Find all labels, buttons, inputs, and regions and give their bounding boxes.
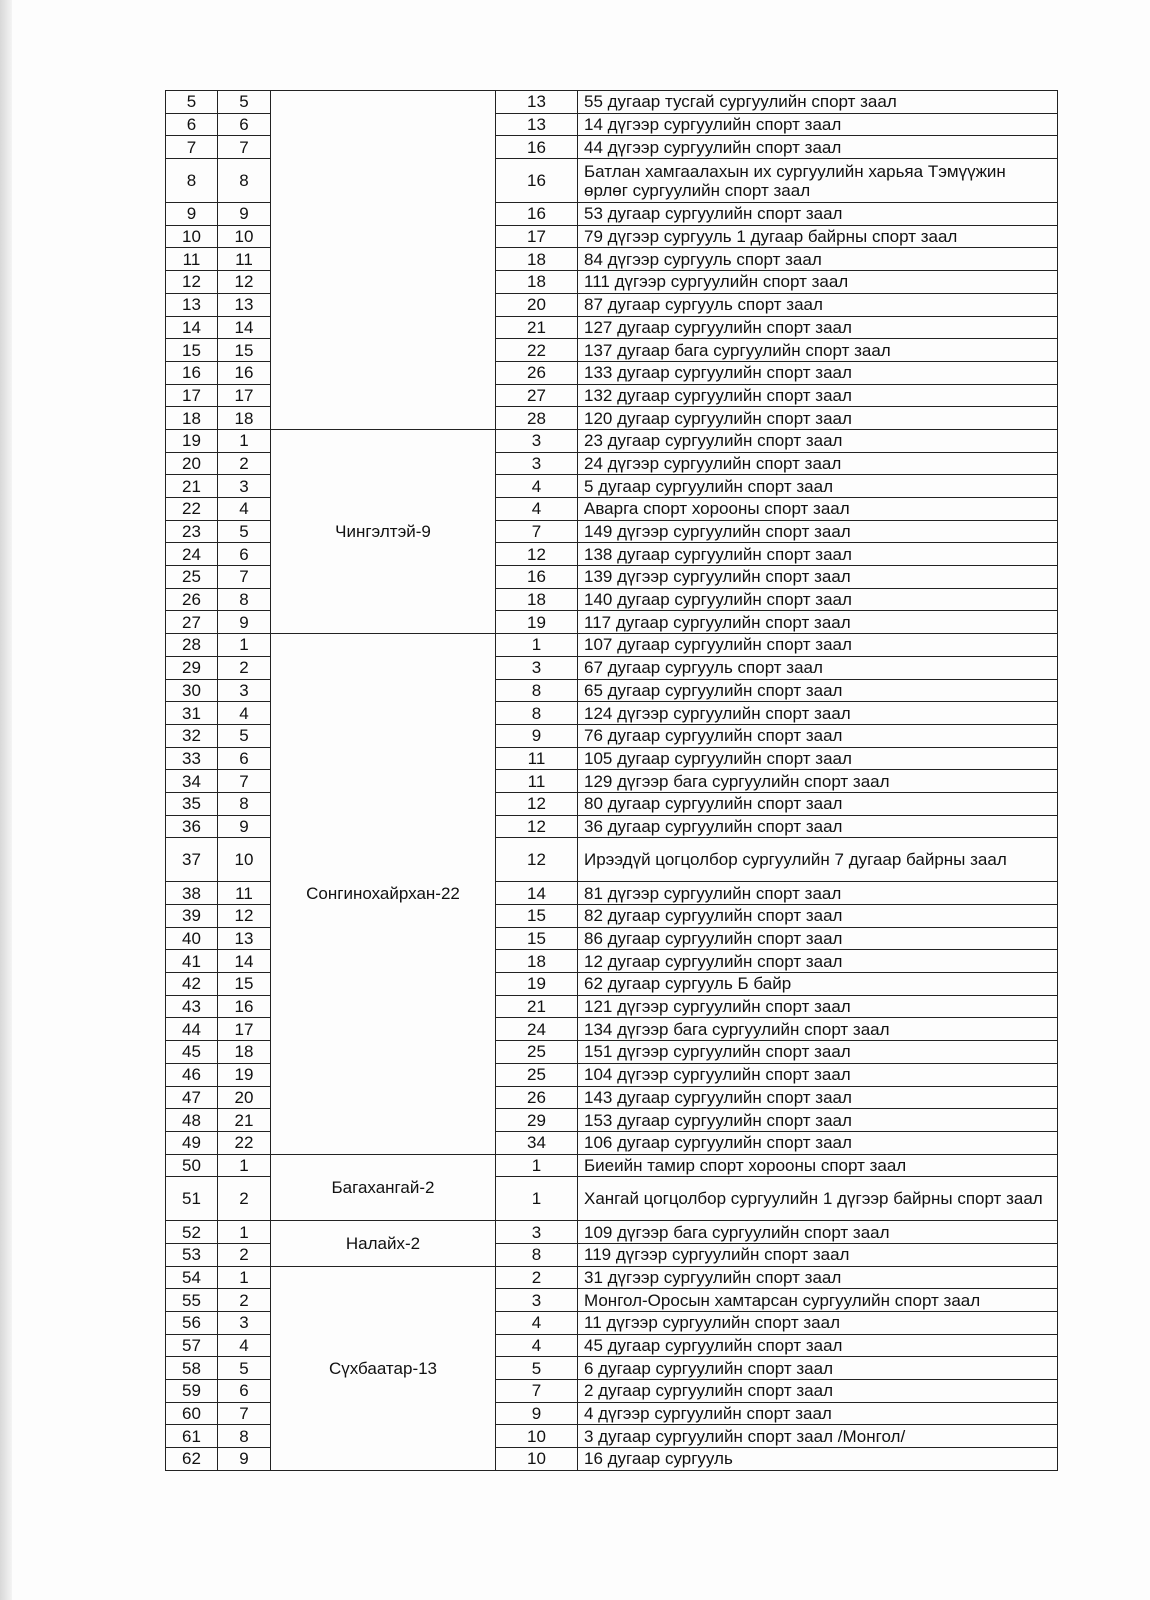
khoroo-number-cell: 12 <box>496 792 578 815</box>
district-row-number-cell: 1 <box>218 1154 271 1177</box>
row-number-cell: 5 <box>166 91 218 114</box>
district-row-number-cell: 8 <box>218 1425 271 1448</box>
khoroo-number-cell: 16 <box>496 566 578 589</box>
district-row-number-cell: 4 <box>218 1334 271 1357</box>
district-row-number-cell: 3 <box>218 475 271 498</box>
sports-hall-name-cell: 5 дугаар сургуулийн спорт заал <box>578 475 1058 498</box>
sports-hall-name-cell: 127 дугаар сургуулийн спорт заал <box>578 316 1058 339</box>
sports-hall-name-cell: 62 дугаар сургууль Б байр <box>578 973 1058 996</box>
district-row-number-cell: 8 <box>218 588 271 611</box>
row-number-cell: 14 <box>166 316 218 339</box>
khoroo-number-cell: 4 <box>496 1312 578 1335</box>
table-row <box>166 429 1058 452</box>
sports-hall-name-cell: 12 дугаар сургуулийн спорт заал <box>578 950 1058 973</box>
sports-hall-name-cell: 137 дугаар бага сургуулийн спорт заал <box>578 339 1058 362</box>
district-row-number-cell: 2 <box>218 656 271 679</box>
district-row-number-cell: 12 <box>218 271 271 294</box>
sports-hall-name-cell: 133 дугаар сургуулийн спорт заал <box>578 361 1058 384</box>
sports-hall-name-cell: 11 дүгээр сургуулийн спорт заал <box>578 1312 1058 1335</box>
district-row-number-cell: 7 <box>218 566 271 589</box>
district-row-number-cell: 9 <box>218 1448 271 1471</box>
sports-hall-name-cell: Аварга спорт хорооны спорт заал <box>578 498 1058 521</box>
row-number-cell: 58 <box>166 1357 218 1380</box>
district-row-number-cell: 9 <box>218 611 271 634</box>
district-row-number-cell: 18 <box>218 1041 271 1064</box>
table-row <box>166 91 1058 114</box>
khoroo-number-cell: 12 <box>496 815 578 838</box>
khoroo-number-cell: 11 <box>496 747 578 770</box>
khoroo-number-cell: 9 <box>496 724 578 747</box>
row-number-cell: 20 <box>166 452 218 475</box>
district-row-number-cell: 1 <box>218 1221 271 1244</box>
khoroo-number-cell: 15 <box>496 905 578 928</box>
khoroo-number-cell: 18 <box>496 271 578 294</box>
district-row-number-cell: 2 <box>218 1289 271 1312</box>
sports-hall-name-cell: Хангай цогцолбор сургуулийн 1 дүгээр байрны спорт заал <box>578 1177 1058 1221</box>
sports-hall-name-cell: 24 дүгээр сургуулийн спорт заал <box>578 452 1058 475</box>
sports-hall-name-cell: 139 дүгээр сургуулийн спорт заал <box>578 566 1058 589</box>
sports-hall-name-cell: 36 дугаар сургуулийн спорт заал <box>578 815 1058 838</box>
row-number-cell: 26 <box>166 588 218 611</box>
row-number-cell: 19 <box>166 429 218 452</box>
district-row-number-cell: 15 <box>218 339 271 362</box>
district-row-number-cell: 13 <box>218 293 271 316</box>
district-row-number-cell: 5 <box>218 724 271 747</box>
khoroo-number-cell: 19 <box>496 611 578 634</box>
sports-hall-name-cell: 105 дугаар сургуулийн спорт заал <box>578 747 1058 770</box>
district-row-number-cell: 1 <box>218 634 271 657</box>
district-row-number-cell: 7 <box>218 770 271 793</box>
page-edge-shadow <box>0 0 12 1600</box>
row-number-cell: 52 <box>166 1221 218 1244</box>
district-row-number-cell: 16 <box>218 995 271 1018</box>
table-row <box>166 1221 1058 1244</box>
district-name-cell: Сонгинохайрхан-22 <box>271 634 496 1154</box>
district-row-number-cell: 4 <box>218 498 271 521</box>
sports-hall-name-cell: Батлан хамгаалахын их сургуулийн харьяа Тэмүүжин өрлөг сургуулийн спорт заал <box>578 159 1058 203</box>
khoroo-number-cell: 17 <box>496 225 578 248</box>
district-row-number-cell: 6 <box>218 543 271 566</box>
khoroo-number-cell: 11 <box>496 770 578 793</box>
khoroo-number-cell: 16 <box>496 203 578 226</box>
row-number-cell: 50 <box>166 1154 218 1177</box>
khoroo-number-cell: 8 <box>496 679 578 702</box>
khoroo-number-cell: 4 <box>496 498 578 521</box>
khoroo-number-cell: 21 <box>496 995 578 1018</box>
sports-hall-name-cell: Монгол-Оросын хамтарсан сургуулийн спорт заал <box>578 1289 1058 1312</box>
khoroo-number-cell: 12 <box>496 838 578 882</box>
khoroo-number-cell: 12 <box>496 543 578 566</box>
sports-hall-name-cell: 120 дугаар сургуулийн спорт заал <box>578 407 1058 430</box>
sports-hall-name-cell: 81 дүгээр сургуулийн спорт заал <box>578 882 1058 905</box>
sports-hall-name-cell: 149 дүгээр сургуулийн спорт заал <box>578 520 1058 543</box>
district-row-number-cell: 12 <box>218 905 271 928</box>
row-number-cell: 36 <box>166 815 218 838</box>
district-row-number-cell: 7 <box>218 1402 271 1425</box>
sports-hall-name-cell: 44 дүгээр сургуулийн спорт заал <box>578 136 1058 159</box>
district-row-number-cell: 8 <box>218 792 271 815</box>
row-number-cell: 59 <box>166 1380 218 1403</box>
row-number-cell: 29 <box>166 656 218 679</box>
row-number-cell: 24 <box>166 543 218 566</box>
khoroo-number-cell: 24 <box>496 1018 578 1041</box>
row-number-cell: 44 <box>166 1018 218 1041</box>
district-row-number-cell: 1 <box>218 1266 271 1289</box>
row-number-cell: 42 <box>166 973 218 996</box>
district-row-number-cell: 19 <box>218 1063 271 1086</box>
district-row-number-cell: 4 <box>218 702 271 725</box>
sports-hall-name-cell: 16 дугаар сургууль <box>578 1448 1058 1471</box>
row-number-cell: 51 <box>166 1177 218 1221</box>
row-number-cell: 48 <box>166 1109 218 1132</box>
row-number-cell: 57 <box>166 1334 218 1357</box>
district-row-number-cell: 2 <box>218 1177 271 1221</box>
row-number-cell: 12 <box>166 271 218 294</box>
row-number-cell: 35 <box>166 792 218 815</box>
district-row-number-cell: 9 <box>218 815 271 838</box>
row-number-cell: 40 <box>166 927 218 950</box>
khoroo-number-cell: 3 <box>496 429 578 452</box>
district-row-number-cell: 1 <box>218 429 271 452</box>
sports-hall-name-cell: 31 дүгээр сургуулийн спорт заал <box>578 1266 1058 1289</box>
sports-hall-name-cell: 80 дугаар сургуулийн спорт заал <box>578 792 1058 815</box>
khoroo-number-cell: 10 <box>496 1448 578 1471</box>
district-row-number-cell: 20 <box>218 1086 271 1109</box>
row-number-cell: 21 <box>166 475 218 498</box>
district-row-number-cell: 7 <box>218 136 271 159</box>
sports-hall-name-cell: 3 дугаар сургуулийн спорт заал /Монгол/ <box>578 1425 1058 1448</box>
sports-hall-name-cell: 86 дугаар сургуулийн спорт заал <box>578 927 1058 950</box>
sports-hall-name-cell: 67 дугаар сургууль спорт заал <box>578 656 1058 679</box>
sports-hall-name-cell: Биеийн тамир спорт хорооны спорт заал <box>578 1154 1058 1177</box>
row-number-cell: 13 <box>166 293 218 316</box>
sports-hall-name-cell: 76 дугаар сургуулийн спорт заал <box>578 724 1058 747</box>
district-row-number-cell: 17 <box>218 384 271 407</box>
sports-hall-name-cell: 129 дүгээр бага сургуулийн спорт заал <box>578 770 1058 793</box>
sports-hall-name-cell: 121 дүгээр сургуулийн спорт заал <box>578 995 1058 1018</box>
sports-halls-table <box>165 90 1058 1471</box>
district-row-number-cell: 5 <box>218 520 271 543</box>
row-number-cell: 60 <box>166 1402 218 1425</box>
khoroo-number-cell: 20 <box>496 293 578 316</box>
row-number-cell: 41 <box>166 950 218 973</box>
sports-hall-name-cell: 151 дүгээр сургуулийн спорт заал <box>578 1041 1058 1064</box>
sports-hall-name-cell: 84 дүгээр сургууль спорт заал <box>578 248 1058 271</box>
khoroo-number-cell: 29 <box>496 1109 578 1132</box>
row-number-cell: 18 <box>166 407 218 430</box>
sports-hall-name-cell: 119 дүгээр сургуулийн спорт заал <box>578 1243 1058 1266</box>
table-row <box>166 634 1058 657</box>
khoroo-number-cell: 5 <box>496 1357 578 1380</box>
khoroo-number-cell: 27 <box>496 384 578 407</box>
khoroo-number-cell: 18 <box>496 588 578 611</box>
sports-hall-name-cell: 45 дугаар сургуулийн спорт заал <box>578 1334 1058 1357</box>
row-number-cell: 47 <box>166 1086 218 1109</box>
row-number-cell: 43 <box>166 995 218 1018</box>
khoroo-number-cell: 7 <box>496 520 578 543</box>
khoroo-number-cell: 3 <box>496 1221 578 1244</box>
row-number-cell: 56 <box>166 1312 218 1335</box>
row-number-cell: 37 <box>166 838 218 882</box>
khoroo-number-cell: 26 <box>496 361 578 384</box>
row-number-cell: 8 <box>166 159 218 203</box>
khoroo-number-cell: 4 <box>496 1334 578 1357</box>
row-number-cell: 45 <box>166 1041 218 1064</box>
sports-hall-name-cell: 153 дугаар сургуулийн спорт заал <box>578 1109 1058 1132</box>
district-row-number-cell: 13 <box>218 927 271 950</box>
row-number-cell: 23 <box>166 520 218 543</box>
row-number-cell: 62 <box>166 1448 218 1471</box>
khoroo-number-cell: 3 <box>496 656 578 679</box>
sports-hall-name-cell: 117 дугаар сургуулийн спорт заал <box>578 611 1058 634</box>
khoroo-number-cell: 7 <box>496 1380 578 1403</box>
sports-hall-name-cell: 132 дугаар сургуулийн спорт заал <box>578 384 1058 407</box>
row-number-cell: 25 <box>166 566 218 589</box>
row-number-cell: 15 <box>166 339 218 362</box>
khoroo-number-cell: 13 <box>496 91 578 114</box>
sports-hall-name-cell: 107 дугаар сургуулийн спорт заал <box>578 634 1058 657</box>
row-number-cell: 30 <box>166 679 218 702</box>
district-row-number-cell: 6 <box>218 113 271 136</box>
row-number-cell: 6 <box>166 113 218 136</box>
row-number-cell: 9 <box>166 203 218 226</box>
row-number-cell: 27 <box>166 611 218 634</box>
khoroo-number-cell: 3 <box>496 1289 578 1312</box>
district-row-number-cell: 16 <box>218 361 271 384</box>
district-row-number-cell: 6 <box>218 1380 271 1403</box>
row-number-cell: 55 <box>166 1289 218 1312</box>
row-number-cell: 46 <box>166 1063 218 1086</box>
khoroo-number-cell: 18 <box>496 248 578 271</box>
row-number-cell: 7 <box>166 136 218 159</box>
khoroo-number-cell: 14 <box>496 882 578 905</box>
sports-hall-name-cell: 140 дугаар сургуулийн спорт заал <box>578 588 1058 611</box>
district-row-number-cell: 2 <box>218 452 271 475</box>
district-name-cell <box>271 91 496 430</box>
sports-hall-name-cell: 124 дүгээр сургуулийн спорт заал <box>578 702 1058 725</box>
khoroo-number-cell: 8 <box>496 1243 578 1266</box>
row-number-cell: 53 <box>166 1243 218 1266</box>
khoroo-number-cell: 15 <box>496 927 578 950</box>
district-row-number-cell: 15 <box>218 973 271 996</box>
khoroo-number-cell: 25 <box>496 1063 578 1086</box>
khoroo-number-cell: 26 <box>496 1086 578 1109</box>
district-row-number-cell: 9 <box>218 203 271 226</box>
row-number-cell: 10 <box>166 225 218 248</box>
district-row-number-cell: 18 <box>218 407 271 430</box>
khoroo-number-cell: 18 <box>496 950 578 973</box>
sports-hall-name-cell: 79 дүгээр сургууль 1 дугаар байрны спорт заал <box>578 225 1058 248</box>
khoroo-number-cell: 10 <box>496 1425 578 1448</box>
khoroo-number-cell: 3 <box>496 452 578 475</box>
sports-hall-name-cell: 82 дугаар сургуулийн спорт заал <box>578 905 1058 928</box>
khoroo-number-cell: 25 <box>496 1041 578 1064</box>
row-number-cell: 11 <box>166 248 218 271</box>
khoroo-number-cell: 28 <box>496 407 578 430</box>
khoroo-number-cell: 13 <box>496 113 578 136</box>
sports-hall-name-cell: 138 дугаар сургуулийн спорт заал <box>578 543 1058 566</box>
row-number-cell: 39 <box>166 905 218 928</box>
row-number-cell: 32 <box>166 724 218 747</box>
sports-hall-name-cell: 106 дугаар сургуулийн спорт заал <box>578 1131 1058 1154</box>
sports-hall-name-cell: 65 дугаар сургуулийн спорт заал <box>578 679 1058 702</box>
district-name-cell: Налайх-2 <box>271 1221 496 1266</box>
row-number-cell: 28 <box>166 634 218 657</box>
sports-hall-name-cell: 2 дугаар сургуулийн спорт заал <box>578 1380 1058 1403</box>
district-row-number-cell: 2 <box>218 1243 271 1266</box>
district-row-number-cell: 11 <box>218 248 271 271</box>
district-row-number-cell: 5 <box>218 91 271 114</box>
district-row-number-cell: 3 <box>218 679 271 702</box>
district-row-number-cell: 11 <box>218 882 271 905</box>
sports-hall-name-cell: 4 дүгээр сургуулийн спорт заал <box>578 1402 1058 1425</box>
khoroo-number-cell: 22 <box>496 339 578 362</box>
sports-hall-name-cell: 104 дүгээр сургуулийн спорт заал <box>578 1063 1058 1086</box>
district-row-number-cell: 8 <box>218 159 271 203</box>
sports-hall-name-cell: 109 дүгээр бага сургуулийн спорт заал <box>578 1221 1058 1244</box>
row-number-cell: 49 <box>166 1131 218 1154</box>
row-number-cell: 54 <box>166 1266 218 1289</box>
row-number-cell: 61 <box>166 1425 218 1448</box>
khoroo-number-cell: 34 <box>496 1131 578 1154</box>
district-row-number-cell: 14 <box>218 950 271 973</box>
sports-hall-name-cell: 111 дүгээр сургуулийн спорт заал <box>578 271 1058 294</box>
table-body <box>166 91 1058 1471</box>
sports-hall-name-cell: 143 дугаар сургуулийн спорт заал <box>578 1086 1058 1109</box>
row-number-cell: 16 <box>166 361 218 384</box>
row-number-cell: 17 <box>166 384 218 407</box>
khoroo-number-cell: 4 <box>496 475 578 498</box>
row-number-cell: 22 <box>166 498 218 521</box>
khoroo-number-cell: 19 <box>496 973 578 996</box>
sports-hall-name-cell: Ирээдүй цогцолбор сургуулийн 7 дугаар байрны заал <box>578 838 1058 882</box>
khoroo-number-cell: 2 <box>496 1266 578 1289</box>
district-row-number-cell: 10 <box>218 225 271 248</box>
sports-hall-name-cell: 55 дугаар тусгай сургуулийн спорт заал <box>578 91 1058 114</box>
district-name-cell: Сүхбаатар-13 <box>271 1266 496 1470</box>
sports-hall-name-cell: 14 дүгээр сургуулийн спорт заал <box>578 113 1058 136</box>
table-row <box>166 1154 1058 1177</box>
khoroo-number-cell: 1 <box>496 634 578 657</box>
khoroo-number-cell: 8 <box>496 702 578 725</box>
khoroo-number-cell: 9 <box>496 1402 578 1425</box>
khoroo-number-cell: 1 <box>496 1177 578 1221</box>
table-row <box>166 1266 1058 1289</box>
district-row-number-cell: 14 <box>218 316 271 339</box>
district-row-number-cell: 21 <box>218 1109 271 1132</box>
district-row-number-cell: 22 <box>218 1131 271 1154</box>
district-name-cell: Багахангай-2 <box>271 1154 496 1221</box>
khoroo-number-cell: 16 <box>496 159 578 203</box>
sports-hall-name-cell: 134 дүгээр бага сургуулийн спорт заал <box>578 1018 1058 1041</box>
row-number-cell: 38 <box>166 882 218 905</box>
khoroo-number-cell: 21 <box>496 316 578 339</box>
sports-hall-name-cell: 6 дугаар сургуулийн спорт заал <box>578 1357 1058 1380</box>
district-row-number-cell: 6 <box>218 747 271 770</box>
district-row-number-cell: 10 <box>218 838 271 882</box>
row-number-cell: 33 <box>166 747 218 770</box>
khoroo-number-cell: 1 <box>496 1154 578 1177</box>
sports-hall-name-cell: 23 дугаар сургуулийн спорт заал <box>578 429 1058 452</box>
row-number-cell: 34 <box>166 770 218 793</box>
khoroo-number-cell: 16 <box>496 136 578 159</box>
sports-hall-name-cell: 87 дугаар сургууль спорт заал <box>578 293 1058 316</box>
district-row-number-cell: 17 <box>218 1018 271 1041</box>
district-row-number-cell: 5 <box>218 1357 271 1380</box>
district-row-number-cell: 3 <box>218 1312 271 1335</box>
row-number-cell: 31 <box>166 702 218 725</box>
sports-hall-name-cell: 53 дугаар сургуулийн спорт заал <box>578 203 1058 226</box>
district-name-cell: Чингэлтэй-9 <box>271 429 496 633</box>
